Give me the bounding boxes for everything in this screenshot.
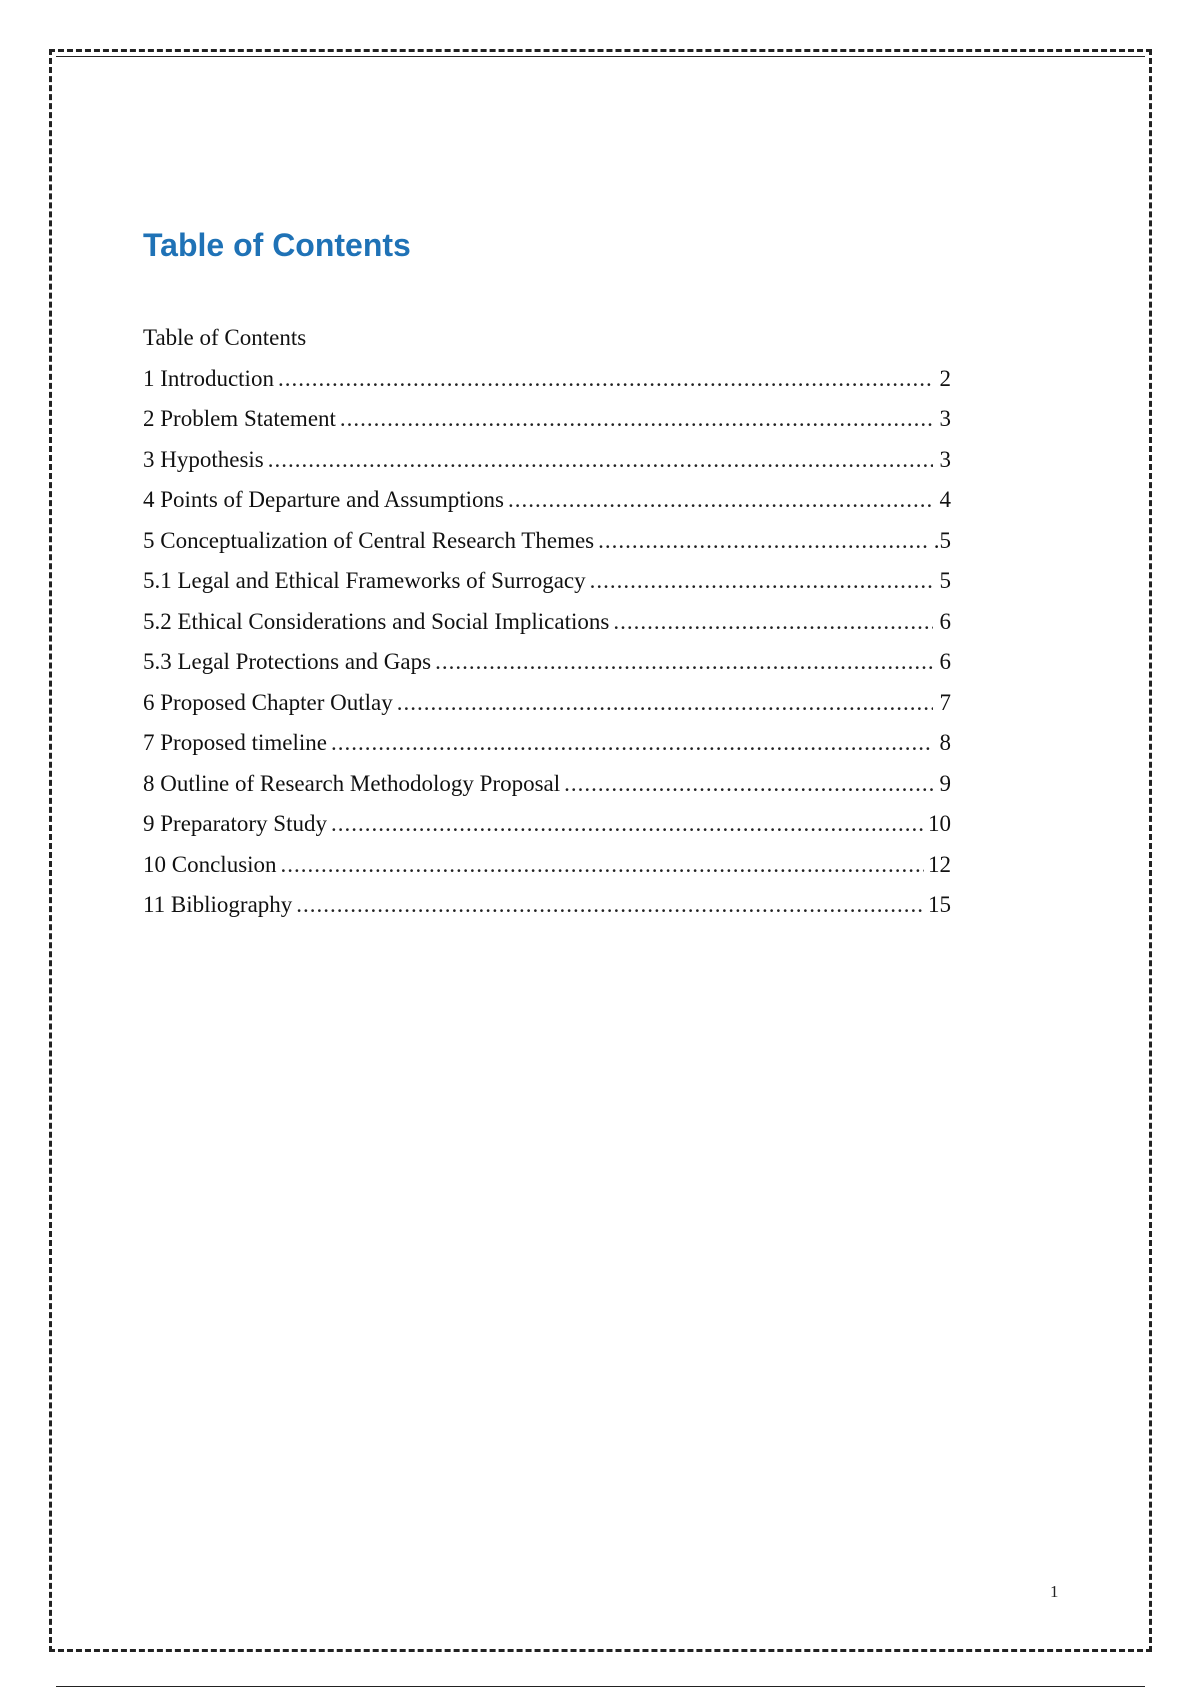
toc-entry-page: 9 (939, 770, 951, 796)
toc-entry-title: 8 Outline of Research Methodology Proposal (143, 770, 561, 796)
toc-entry[interactable] (143, 561, 951, 602)
toc-entry-title: 5.1 Legal and Ethical Frameworks of Surrogacy (143, 568, 586, 593)
toc-entry-page: 3 (939, 406, 951, 431)
toc-entry-page: .5 (933, 527, 951, 553)
toc-entry-page: 7 (939, 689, 951, 715)
dot-leader (268, 440, 933, 481)
toc-entry[interactable] (143, 885, 951, 926)
toc-entry[interactable] (143, 723, 951, 764)
dot-leader (281, 845, 924, 886)
toc-entry[interactable] (143, 480, 951, 521)
dot-leader (296, 885, 924, 926)
toc-entry-title: 10 Conclusion (143, 851, 277, 877)
dot-leader (331, 804, 924, 845)
toc-entry-title: 11 Bibliography (143, 892, 293, 917)
dot-leader (435, 642, 933, 683)
toc-entry-page: 3 (939, 446, 951, 472)
toc-entry[interactable] (143, 359, 951, 400)
toc-heading: Table of Contents (143, 227, 411, 263)
toc-entry-title: 6 Proposed Chapter Outlay (143, 689, 393, 715)
dot-leader (613, 602, 933, 643)
dot-leader (564, 764, 933, 805)
toc-entry-page: 12 (928, 851, 951, 877)
toc-entry-title: 2 Problem Statement (143, 406, 336, 431)
toc-entry[interactable] (143, 642, 951, 683)
top-rule (56, 56, 1145, 57)
toc-entry[interactable] (143, 399, 951, 440)
toc-entry-title: 3 Hypothesis (143, 446, 264, 472)
toc-entry-page: 2 (939, 365, 951, 391)
dot-leader (598, 521, 930, 562)
toc-entry[interactable] (143, 804, 951, 845)
toc-entry[interactable] (143, 683, 951, 724)
toc-list (143, 318, 951, 926)
toc-entry[interactable] (143, 602, 951, 643)
toc-entry-page: 15 (928, 892, 951, 917)
toc-entry-page: 10 (928, 811, 951, 836)
toc-entry-title: 7 Proposed timeline (143, 730, 327, 755)
dot-leader (331, 723, 933, 764)
toc-entry[interactable] (143, 440, 951, 481)
bottom-rule (56, 1686, 1145, 1687)
toc-entry-title: 9 Preparatory Study (143, 811, 327, 836)
toc-entry-page: 4 (939, 487, 951, 512)
toc-entry-title: 5.2 Ethical Considerations and Social Implications (143, 608, 610, 634)
toc-entry-title: 5.3 Legal Protections and Gaps (143, 649, 432, 674)
toc-entry-page: 8 (939, 730, 951, 755)
toc-entry-page: 6 (939, 608, 951, 634)
dot-leader (397, 683, 933, 724)
dot-leader (340, 399, 933, 440)
toc-entry[interactable] (143, 845, 951, 886)
page-number: 1 (1050, 1582, 1059, 1601)
toc-subtitle[interactable]: Table of Contents (143, 325, 307, 350)
toc-entry-page: 6 (939, 649, 951, 674)
toc-entry[interactable] (143, 764, 951, 805)
toc-entry-title: 4 Points of Departure and Assumptions (143, 487, 504, 512)
dot-leader (590, 561, 933, 602)
toc-entry[interactable] (143, 521, 951, 562)
dot-leader (508, 480, 933, 521)
toc-entry-title: 5 Conceptualization of Central Research Themes (143, 527, 595, 553)
toc-entry-page: 5 (939, 568, 951, 593)
toc-entry-title: 1 Introduction (143, 365, 274, 391)
dot-leader (278, 359, 933, 400)
